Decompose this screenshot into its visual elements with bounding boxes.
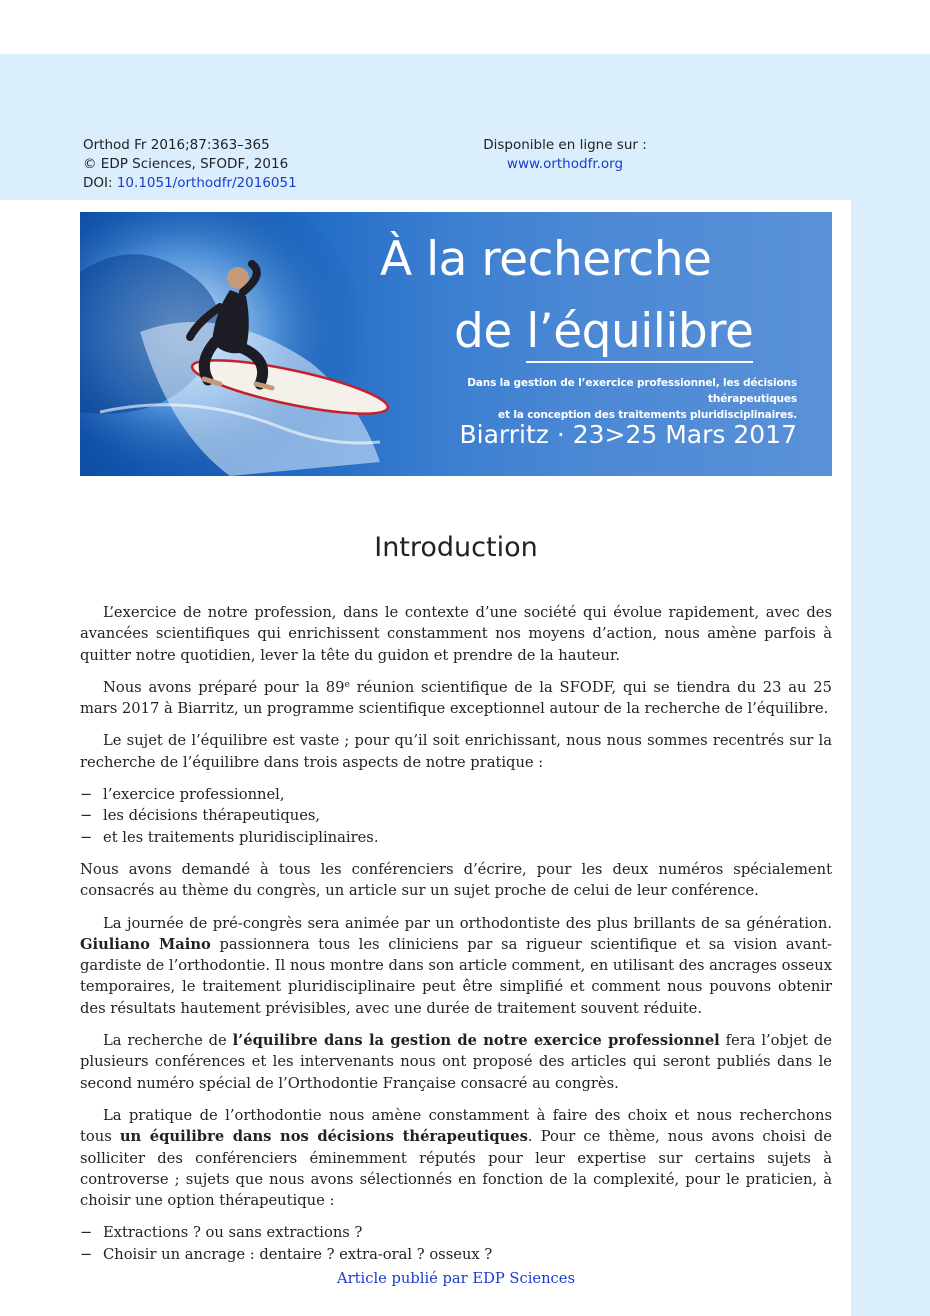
paragraph-2 [80, 677, 832, 720]
list-item: − l’exercice professionnel, [80, 784, 832, 805]
list-item: − et les traitements pluridisciplinaires. [80, 827, 832, 848]
banner-date: Biarritz · 23>25 Mars 2017 [459, 420, 797, 449]
citation-block [83, 136, 297, 193]
p7-text-b: . Pour ce thème, nous avons choisi de solliciter des conférenciers éminemment réputés pour leur expertise sur certains sujets à controverse ; sujets que nous avons sélectionnés en fonction de la complexité, pour le praticien, à choisir une option thérapeutique : [80, 1128, 833, 1210]
p6-text-b: fera l’objet de plusieurs conférences et les intervenants nous ont proposé des articles qui seront publiés dans le second numéro spécial de l’Orthodontie Française consacré au congrès. [80, 1032, 832, 1092]
banner-subtitle-line1: Dans la gestion de l’exercice professionnel, les décisions thérapeutiques [467, 377, 797, 405]
p5-text-b: passionnera tous les cliniciens par sa rigueur scientifique et sa vision avant-gardiste de l’orthodontie. Il nous montre dans son article comment, en utilisant des ancrages osseux temporaires, le traitement pluridisciplinaire peut être simplifié et comment nous pouvons obtenir des résultats hautement prévisibles, avec une durée de traitement souvent réduite. [80, 935, 832, 1017]
article-body [80, 602, 832, 1276]
publisher-footer[interactable]: Article publié par EDP Sciences [336, 1270, 576, 1287]
banner-title-prefix: de [454, 304, 527, 359]
online-label: Disponible en ligne sur : [483, 137, 647, 153]
right-margin-band [851, 200, 930, 1316]
citation: Orthod Fr 2016;87:363–365 [83, 137, 270, 153]
paragraph-3: Le sujet de l’équilibre est vaste ; pour qu’il soit enrichissant, nous nous sommes recentrés sur la recherche de l’équilibre dans trois aspects de notre pratique : [80, 732, 832, 771]
doi-label: DOI: [83, 175, 117, 191]
p2-text-b: réunion scientifique de la SFODF, qui se tiendra du 23 au 25 mars 2017 à Biarritz, un programme scientifique exceptionnel autour de la recherche de l’équilibre. [80, 678, 832, 718]
journal-url-link[interactable]: www.orthodfr.org [506, 156, 624, 172]
banner-subtitle-line2: et la conception des traitements pluridisciplinaires. [497, 409, 797, 421]
p5-bold: Giuliano Maino [80, 935, 211, 953]
list-item: − les décisions thérapeutiques, [80, 805, 832, 826]
paragraph-6 [80, 1030, 832, 1094]
banner-title-line1: À la recherche [380, 232, 712, 287]
banner-title-line2 [454, 304, 753, 359]
online-block [455, 136, 675, 174]
banner-subtitle [380, 375, 797, 423]
doi-line [83, 174, 297, 193]
paragraph-1: L’exercice de notre profession, dans le contexte d’une société qui évolue rapidement, avec des avancées scientifiques qui enrichissent constamment nos moyens d’action, nous amène parfois à quitter notre quotidien, lever la tête du guidon et prendre de la hauteur. [80, 604, 832, 664]
p6-bold: l’équilibre dans la gestion de notre exercice professionnel [232, 1032, 720, 1050]
congress-banner [80, 212, 832, 476]
p5-text-a: La journée de pré-congrès sera animée par un orthodontiste des plus brillants de sa génération. [103, 914, 832, 932]
paragraph-5 [80, 913, 832, 1019]
list-item: − Choisir un ancrage : dentaire ? extra-oral ? osseux ? [80, 1244, 832, 1265]
p2-text-a: Nous avons préparé pour la 89 [103, 678, 345, 696]
p6-text-a: La recherche de [103, 1032, 233, 1050]
p2-superscript: e [344, 679, 350, 690]
banner-title-underlined: l’équilibre [526, 304, 753, 363]
list-item: − Extractions ? ou sans extractions ? [80, 1222, 832, 1243]
copyright: © EDP Sciences, SFODF, 2016 [83, 156, 289, 172]
p7-bold: un équilibre dans nos décisions thérapeutiques [119, 1128, 528, 1146]
article-heading: Introduction [374, 532, 538, 563]
aspects-list [80, 784, 832, 848]
choices-list [80, 1222, 832, 1265]
doi-link[interactable]: 10.1051/orthodfr/2016051 [116, 175, 297, 191]
p7-text-a: La pratique de l’orthodontie nous amène constamment à faire des choix et nous recherchons tous [80, 1106, 832, 1146]
paragraph-4: Nous avons demandé à tous les conférenciers d’écrire, pour les deux numéros spécialement consacrés au thème du congrès, un article sur un sujet proche de celui de leur conférence. [80, 860, 832, 900]
paragraph-7 [80, 1105, 832, 1211]
